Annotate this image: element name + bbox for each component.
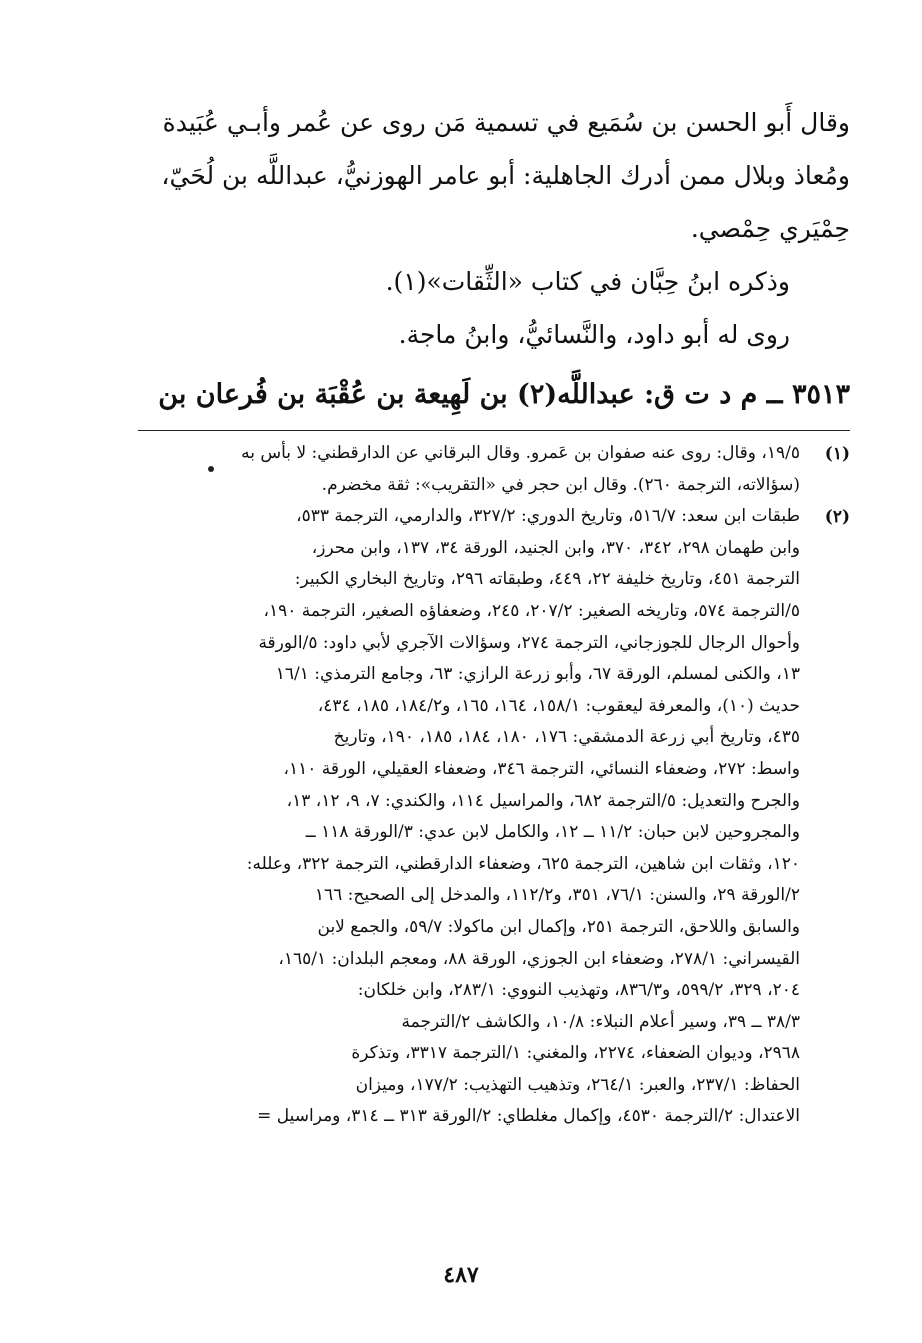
footnote-line: ١٢٠، وثقات ابن شاهين، الترجمة ٦٢٥، وضعفاء الدارقطني، الترجمة ٣٢٢، وعلله: bbox=[246, 853, 800, 874]
footnote-line: والسابق واللاحق، الترجمة ٢٥١، وإكمال ابن ماكولا: ٥٩/٧، والجمع لابن bbox=[317, 916, 800, 937]
footnote-line: حديث (١٠)، والمعرفة ليعقوب: ١٥٨/١، ١٦٤، ١٦٥، و١٨٤/٢، ١٨٥، ٤٣٤، bbox=[317, 695, 800, 716]
footnote-line: والجرح والتعديل: ٥/الترجمة ٦٨٢، والمراسيل ١١٤، والكندي: ٧، ٩، ١٢، ١٣، bbox=[286, 790, 800, 811]
footnote-line: واسط: ٢٧٢، وضعفاء النسائي، الترجمة ٣٤٦، وضعفاء العقيلي، الورقة ١١٠، bbox=[283, 758, 800, 779]
main-line: حِمْيَري حِمْصي. bbox=[690, 214, 850, 243]
main-line: وقال أَبو الحسن بن سُمَيع في تسمية مَن روى عن عُمر وأبـي عُبَيدة bbox=[162, 108, 850, 137]
footnote-line: الترجمة ٤٥١، وتاريخ خليفة ٢٢، ٤٤٩، وطبقاته ٢٩٦، وتاريخ البخاري الكبير: bbox=[294, 569, 800, 590]
page-number: ٤٨٧ bbox=[443, 1262, 479, 1288]
footnote-2 bbox=[130, 501, 850, 1133]
footnote-line: وأحوال الرجال للجوزجاني، الترجمة ٢٧٤، وسؤالات الآجري لأبي داود: ٥/الورقة bbox=[258, 632, 800, 653]
footnote-line: طبقات ابن سعد: ٥١٦/٧، وتاريخ الدوري: ٣٢٧/٢، والدارمي، الترجمة ٥٣٣، bbox=[296, 506, 800, 527]
footnote-line: الاعتدال: ٢/الترجمة ٤٥٣٠، وإكمال مغلطاي: ٢/الورقة ٣١٣ ــ ٣١٤، ومراسيل = bbox=[257, 1106, 800, 1127]
footnote-1 bbox=[130, 438, 850, 501]
footnote-number: (١) bbox=[824, 444, 850, 464]
main-line: روى له أبو داود، والنَّسائيُّ، وابنُ ماجة. bbox=[398, 320, 790, 349]
main-line: وذكره ابنُ حِبَّان في كتاب «الثِّقات»(١). bbox=[385, 267, 790, 296]
main-text bbox=[118, 96, 850, 425]
entry-heading: ٣٥١٣ ــ م د ت ق: عبداللَّه(٢) بن لَهِيعة بن عُقْبَة بن فُرعان بن bbox=[158, 379, 850, 410]
footnote-line: ٢٩٦٨، وديوان الضعفاء، ٢٢٧٤، والمغني: ١/الترجمة ٣٣١٧، وتذكرة bbox=[351, 1043, 800, 1064]
footnote-line: وابن طهمان ٢٩٨، ٣٤٢، ٣٧٠، وابن الجنيد، الورقة ٣٤، ١٣٧، وابن محرز، bbox=[311, 537, 800, 558]
footnote-line: الحفاظ: ٢٣٧/١، والعبر: ٢٦٤/١، وتذهيب التهذيب: ١٧٧/٢، وميزان bbox=[355, 1074, 800, 1095]
footnote-line: ٣٨/٣ ــ ٣٩، وسير أعلام النبلاء: ١٠/٨، والكاشف ٢/الترجمة bbox=[401, 1011, 800, 1032]
footnote-number: (٢) bbox=[824, 507, 850, 528]
main-line: ومُعاذ وبلال ممن أدرك الجاهلية: أبو عامر الهوزنيُّ، عبداللَّه بن لُحَيّ، bbox=[161, 161, 850, 190]
footnote-line: ١٣، والكنى لمسلم، الورقة ٦٧، وأبو زرعة الرازي: ٦٣، وجامع الترمذي: ١٦/١ bbox=[275, 664, 800, 685]
footnote-line: (سؤالاته، الترجمة ٢٦٠). وقال ابن حجر في «التقريب»: ثقة مخضرم. bbox=[321, 474, 800, 495]
footnote-line: والمجروحين لابن حبان: ١١/٢ ــ ١٢، والكامل لابن عدي: ٣/الورقة ١١٨ ــ bbox=[305, 822, 800, 843]
footnote-line: ١٩/٥، وقال: روى عنه صفوان بن عَمرو. وقال البرقاني عن الدارقطني: لا بأس به bbox=[241, 443, 800, 463]
footnote-line: ٤٣٥، وتاريخ أبي زرعة الدمشقي: ١٧٦، ١٨٠، ١٨٤، ١٨٥، ١٩٠، وتاريخ bbox=[333, 727, 800, 748]
footnote-line: ٥/الترجمة ٥٧٤، وتاريخه الصغير: ٢٠٧/٢، ٢٤٥، وضعفاؤه الصغير، الترجمة ١٩٠، bbox=[263, 600, 800, 621]
footnote-line: القيسراني: ٢٧٨/١، وضعفاء ابن الجوزي، الورقة ٨٨، ومعجم البلدان: ١٦٥/١، bbox=[278, 948, 800, 969]
footnote-line: ٢/الورقة ٢٩، والسنن: ٧٦/١، ٣٥١، و١١٢/٢، والمدخل إلى الصحيح: ١٦٦ bbox=[314, 885, 800, 906]
footnote-line: ٢٠٤، ٣٢٩، ٥٩٩/٢، و٨٣٦/٣، وتهذيب النووي: ٢٨٣/١، وابن خلكان: bbox=[357, 980, 800, 1001]
footnotes bbox=[130, 438, 850, 1133]
footnote-divider bbox=[138, 430, 850, 431]
